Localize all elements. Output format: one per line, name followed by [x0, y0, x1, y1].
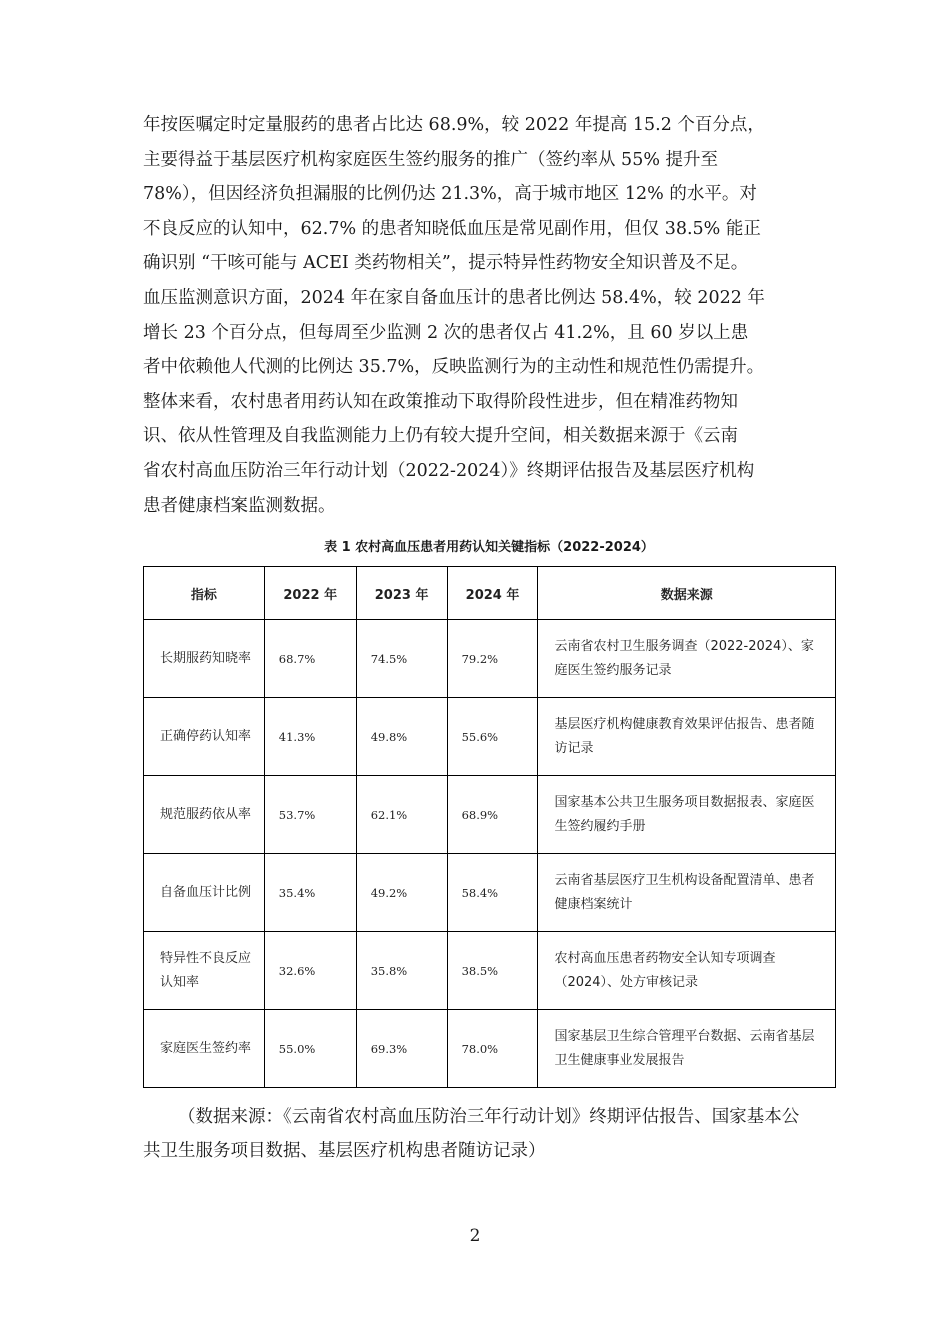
table-row — [144, 620, 836, 698]
cell-2022: 35.4% — [264, 854, 356, 932]
cell-2024: 55.6% — [447, 698, 538, 776]
cell-indicator: 正确停药认知率 — [144, 698, 265, 776]
body-line: 省农村高血压防治三年行动计划（2022-2024）》终期评估报告及基层医疗机构 — [143, 460, 755, 481]
cell-2022: 41.3% — [264, 698, 356, 776]
header-source: 数据来源 — [538, 567, 836, 620]
body-line: 主要得益于基层医疗机构家庭医生签约服务的推广（签约率从 55% 提升至 — [143, 149, 719, 170]
body-line: 血压监测意识方面，2024 年在家自备血压计的患者比例达 58.4%，较 2022 年 — [143, 287, 765, 308]
header-2024: 2024 年 — [447, 567, 538, 620]
body-line: 识、依从性管理及自我监测能力上仍有较大提升空间，相关数据来源于《云南 — [143, 426, 738, 447]
table-row — [144, 854, 836, 932]
body-line: 78%），但因经济负担漏服的比例仍达 21.3%，高于城市地区 12% 的水平。对 — [143, 184, 757, 205]
cell-2023: 49.8% — [356, 698, 447, 776]
header-indicator: 指标 — [144, 567, 265, 620]
cell-source: 农村高血压患者药物安全认知专项调查（2024）、处方审核记录 — [538, 932, 836, 1010]
cell-2024: 78.0% — [447, 1010, 538, 1088]
body-line: 确识别 “干咳可能与 ACEI 类药物相关”，提示特异性药物安全知识普及不足。 — [143, 253, 749, 274]
body-line: 增长 23 个百分点，但每周至少监测 2 次的患者仅占 41.2%，且 60 岁以上患 — [143, 322, 749, 343]
cell-2024: 79.2% — [447, 620, 538, 698]
cell-2022: 68.7% — [264, 620, 356, 698]
header-2022: 2022 年 — [264, 567, 356, 620]
body-line: 整体来看，农村患者用药认知在政策推动下取得阶段性进步，但在精准药物知 — [143, 391, 738, 412]
cell-source: 云南省农村卫生服务调查（2022-2024）、家庭医生签约服务记录 — [538, 620, 836, 698]
cell-source: 国家基层卫生综合管理平台数据、云南省基层卫生健康事业发展报告 — [538, 1010, 836, 1088]
cell-2023: 62.1% — [356, 776, 447, 854]
cell-indicator: 长期服药知晓率 — [144, 620, 265, 698]
cell-2022: 53.7% — [264, 776, 356, 854]
cell-source: 云南省基层医疗卫生机构设备配置清单、患者健康档案统计 — [538, 854, 836, 932]
cell-indicator: 特异性不良反应认知率 — [144, 932, 265, 1010]
header-2023: 2023 年 — [356, 567, 447, 620]
table-header-row — [144, 567, 836, 620]
cell-indicator: 家庭医生签约率 — [144, 1010, 265, 1088]
body-line: 者中依赖他人代测的比例达 35.7%，反映监测行为的主动性和规范性仍需提升。 — [143, 357, 765, 378]
cell-2022: 55.0% — [264, 1010, 356, 1088]
cell-source: 基层医疗机构健康教育效果评估报告、患者随访记录 — [538, 698, 836, 776]
cell-2024: 58.4% — [447, 854, 538, 932]
table-row — [144, 776, 836, 854]
cell-2024: 38.5% — [447, 932, 538, 1010]
cell-2023: 49.2% — [356, 854, 447, 932]
indicator-table — [143, 566, 836, 1088]
body-line: 患者健康档案监测数据。 — [143, 495, 336, 516]
data-source-note: （数据来源：《云南省农村高血压防治三年行动计划》终期评估报告、国家基本公共卫生服务项目数据、基层医疗机构患者随访记录） — [143, 1107, 800, 1161]
cell-indicator: 自备血压计比例 — [144, 854, 265, 932]
table-caption: 表 1 农村高血压患者用药认知关键指标（2022-2024） — [324, 540, 654, 555]
page-number: 2 — [469, 1226, 481, 1246]
cell-2023: 69.3% — [356, 1010, 447, 1088]
table-row — [144, 932, 836, 1010]
cell-2023: 74.5% — [356, 620, 447, 698]
cell-2022: 32.6% — [264, 932, 356, 1010]
cell-2024: 68.9% — [447, 776, 538, 854]
cell-source: 国家基本公共卫生服务项目数据报表、家庭医生签约履约手册 — [538, 776, 836, 854]
body-line: 不良反应的认知中，62.7% 的患者知晓低血压是常见副作用，但仅 38.5% 能正 — [143, 218, 761, 239]
cell-2023: 35.8% — [356, 932, 447, 1010]
table-row — [144, 1010, 836, 1088]
table-row — [144, 698, 836, 776]
cell-indicator: 规范服药依从率 — [144, 776, 265, 854]
body-text — [143, 108, 815, 523]
body-line: 年按医嘱定时定量服药的患者占比达 68.9%，较 2022 年提高 15.2 个百分点， — [143, 115, 765, 135]
